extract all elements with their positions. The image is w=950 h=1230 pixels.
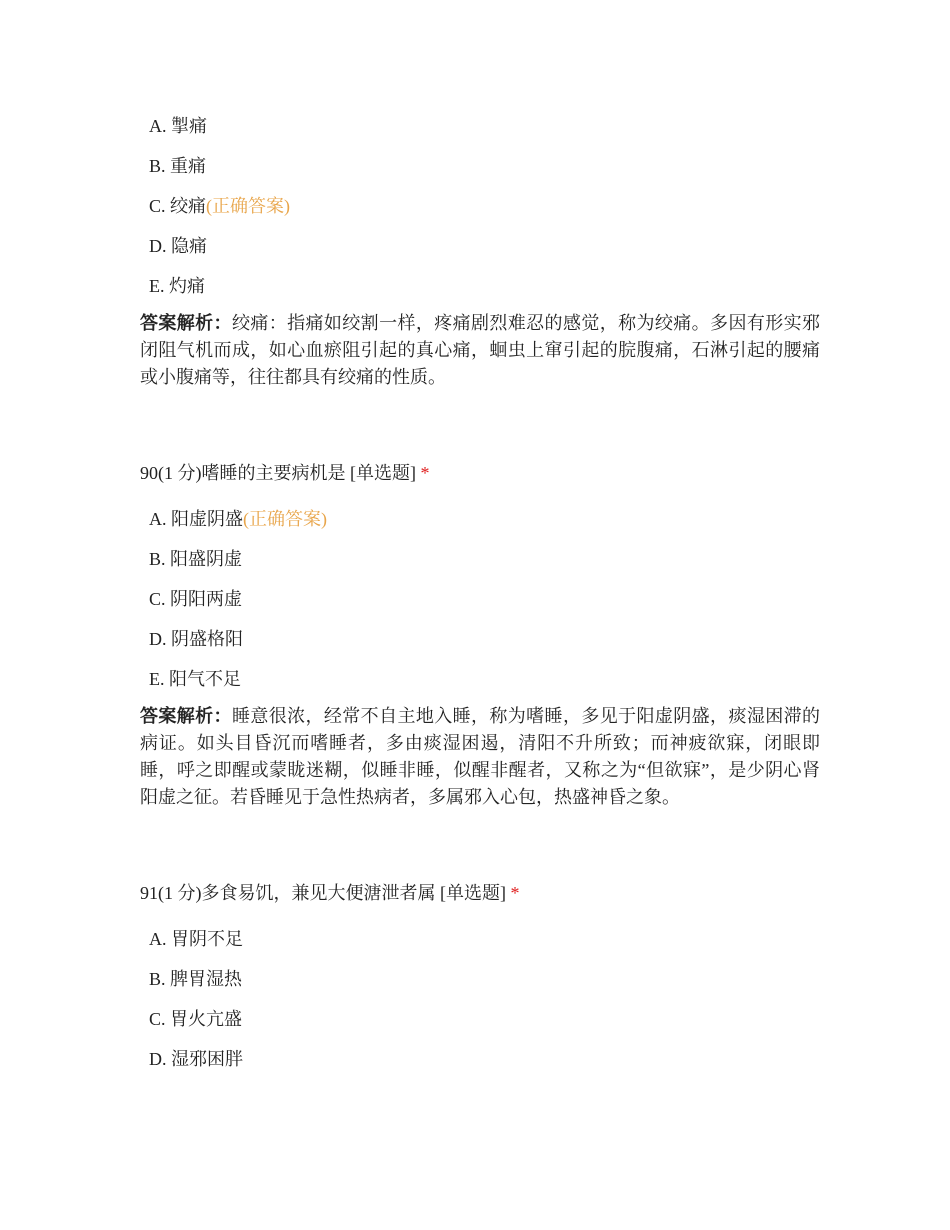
option-d[interactable]: D. 隐痛 — [149, 236, 207, 256]
option-c[interactable]: C. 绞痛(正确答案) — [149, 196, 291, 216]
required-mark: * — [420, 463, 430, 483]
option-e[interactable]: E. 阳气不足 — [149, 669, 241, 689]
analysis-text: 绞痛：指痛如绞割一样，疼痛剧烈难忍的感觉，称为绞痛。多因有形实邪闭阻气机而成，如心血瘀阻引起的真心痛，蛔虫上窜引起的脘腹痛，石淋引起的腰痛或小腹痛等，往往都具有绞痛的性质。 — [140, 313, 821, 387]
option-e[interactable]: E. 灼痛 — [149, 276, 205, 296]
question-89-options — [140, 114, 820, 298]
correct-answer-tag: (正确答案) — [243, 509, 327, 529]
option-a[interactable]: A. 掣痛 — [149, 116, 207, 136]
analysis-label: 答案解析： — [140, 313, 232, 333]
option-b[interactable]: B. 脾胃湿热 — [149, 969, 243, 989]
option-d[interactable]: D. 阴盛格阳 — [149, 629, 243, 649]
required-mark: * — [510, 883, 520, 903]
option-a[interactable]: A. 胃阴不足 — [149, 929, 243, 949]
option-a[interactable]: A. 阳虚阴盛(正确答案) — [149, 509, 327, 529]
option-b[interactable]: B. 阳盛阴虚 — [149, 549, 243, 569]
question-90-title: 90(1 分)嗜睡的主要病机是 [单选题] * — [140, 463, 430, 483]
question-91-title: 91(1 分)多食易饥，兼见大便溏泄者属 [单选题] * — [140, 883, 520, 903]
analysis-text: 睡意很浓，经常不自主地入睡，称为嗜睡，多见于阳虚阴盛，痰湿困滞的病证。如头目昏沉而嗜睡者，多由痰湿困遏，清阳不升所致；而神疲欲寐，闭眼即睡，呼之即醒或蒙眬迷糊，似睡非睡，似醒非醒者，又称之为“但欲寐”，是少阴心肾阳虚之征。若昏睡见于急性热病者，多属邪入心包，热盛神昏之象。 — [140, 706, 821, 807]
quiz-page — [140, 114, 820, 1087]
question-90-options — [140, 507, 820, 691]
option-c[interactable]: C. 胃火亢盛 — [149, 1009, 243, 1029]
option-d[interactable]: D. 湿邪困胖 — [149, 1049, 243, 1069]
answer-analysis — [140, 310, 820, 391]
answer-analysis — [140, 703, 820, 811]
analysis-label: 答案解析： — [140, 706, 232, 726]
option-b[interactable]: B. 重痛 — [149, 156, 207, 176]
correct-answer-tag: (正确答案) — [206, 196, 291, 216]
question-91-options — [140, 927, 820, 1071]
option-c[interactable]: C. 阴阳两虚 — [149, 589, 243, 609]
